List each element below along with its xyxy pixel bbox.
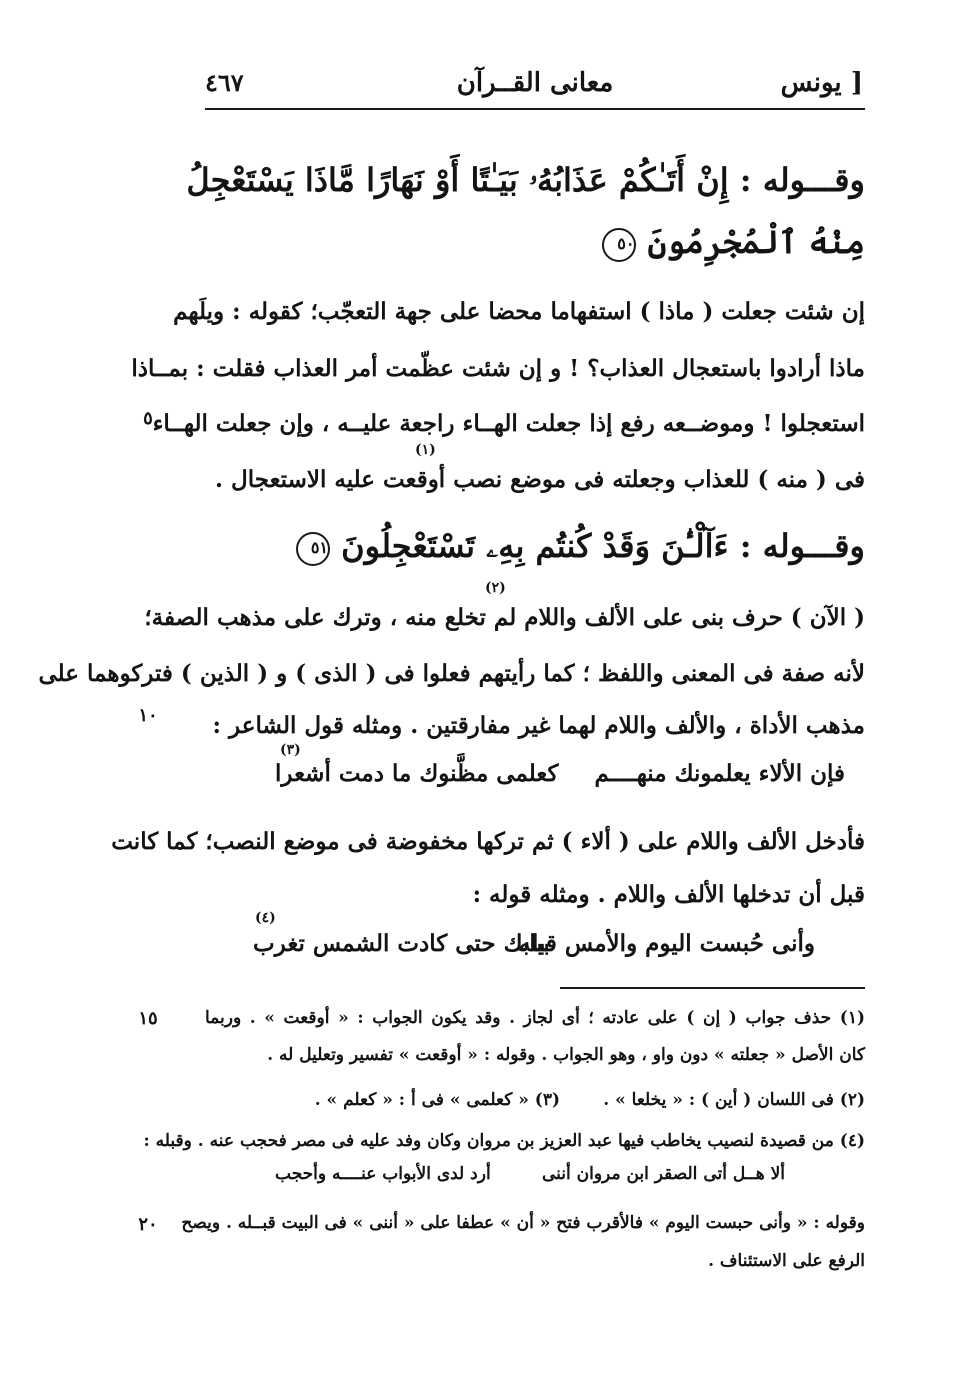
hemistich-second: كعلمى مظَّنوك ما دمت أشعرا [275,760,559,787]
para2-line-3: مذهب الأداة ، والألف واللام لهما غير مفارقتين . ومثله قول الشاعر : [212,712,865,739]
running-header [205,58,865,110]
para1-line-4: فى ( منه ) للعذاب وجعلته فى موضع نصب أوقعت عليه الاستعجال . [215,466,865,493]
footnote-2: (٢) فى اللسان ( أين ) : « يخلعا » . [603,1090,865,1110]
margin-line-number: ١٥ [138,1008,158,1029]
book-title: معانى القــرآن [456,68,614,98]
footnote-4-line-2: وقوله : « وأنى حبست اليوم » فالأقرب فتح « أن » عطفا على « أننى » فى البيت قبــله . ويصح [181,1213,865,1233]
hemistich-first: وأنى حُبست اليوم والأمس قبله [519,930,815,957]
margin-line-number: ١٠ [138,705,158,726]
footnote-mark: (٣) [280,742,301,758]
footnote-separator [560,987,865,989]
para1-line-2: ماذا أرادوا باستعجال العذاب؟ ! و إن شئت عظّمت أمر العذاب فقلت : بمــاذا [131,355,865,382]
para2-line-2: لأنه صفة فى المعنى واللفظ ؛ كما رأيتهم فعلوا فى ( الذى ) و ( الذين ) فتركوهما على [38,660,865,687]
para1-line-1: إن شئت جعلت ( ماذا ) استفهاما محضا على جهة التعجّب؛ كقوله : ويلَهم [173,298,865,325]
footnote-mark: (٤) [255,910,276,926]
poem-verse-1 [205,760,865,804]
footnote-1-line-1: (١) حذف جواب ( إن ) على عادته ؛ أى لجاز . وقد يكون الجواب : « أوقعت » . وربما [205,1008,865,1028]
hemistich-first: فإن الألاء يعلمونك منهــــم [594,760,845,787]
footnote-mark: (٢) [485,580,506,596]
para3-line-2: قبل أن تدخلها الألف واللام . ومثله قوله : [472,881,865,908]
para3-line-1: فأدخل الألف واللام على ( ألاء ) ثم تركها مخفوضة فى موضع النصب؛ كما كانت [111,828,865,855]
para1-line-3: استعجلوا ! وموضــعه رفع إذا جعلت الهــاء راجعة عليــه ، وإن جعلت الهــاء [152,410,865,437]
page-number: ٤٦٧ [205,68,244,97]
verse-number-badge: ٥١ [296,532,330,566]
hemistich-first: ألا هــل أتى الصقر ابن مروان أننى [541,1164,785,1184]
footnote-mark: (١) [415,442,436,458]
poem-verse-2 [205,930,865,974]
footnote-4-poem [205,1164,865,1194]
margin-line-number: ٢٠ [138,1214,158,1235]
hemistich-second: ببابك حتى كادت الشمس تغرب [253,930,550,957]
footnote-4-line-3: الرفع على الاستئناف . [708,1251,865,1271]
surah-name: يونس ] [780,68,863,98]
footnote-1-line-2: كان الأصل « جعلته » دون واو ، وهو الجواب . وقوله : « أوقعت » تفسير وتعليل له . [267,1045,865,1065]
footnote-4-line-1: (٤) من قصيدة لنصيب يخاطب فيها عبد العزيز بن مروان وكان وفد عليه فى مصر فحجب عنه . وقبله : [143,1131,865,1151]
footnote-3: (٣) « كعلمى » فى أ : « كعلم » . [314,1090,560,1110]
para2-line-1: ( الآن ) حرف بنى على الألف واللام لم تخلع منه ، وترك على مذهب الصفة؛ [144,604,865,631]
verse-50-text: مِنْهُ ٱلْمُجْرِمُونَ [647,223,865,261]
verse-50-line-2 [360,214,865,270]
verse-number-badge: ٥٠ [602,228,636,262]
verse-51 [300,518,865,574]
hemistich-second: أرد لدى الأبواب عنــــه وأحجب [275,1164,491,1184]
verse-51-text: وقـــوله : ءَآلْـٰٔنَ وَقَدْ كُنتُم بِهِۦ تَسْتَعْجِلُونَ [341,527,865,565]
verse-50-line-1: وقـــوله : إِنْ أَتَـٰكُمْ عَذَابُهُۥ بَيَـٰتًا أَوْ نَهَارًا مَّاذَا يَسْتَعْجِلُ [186,161,865,199]
margin-line-number: ٥ [143,408,153,429]
